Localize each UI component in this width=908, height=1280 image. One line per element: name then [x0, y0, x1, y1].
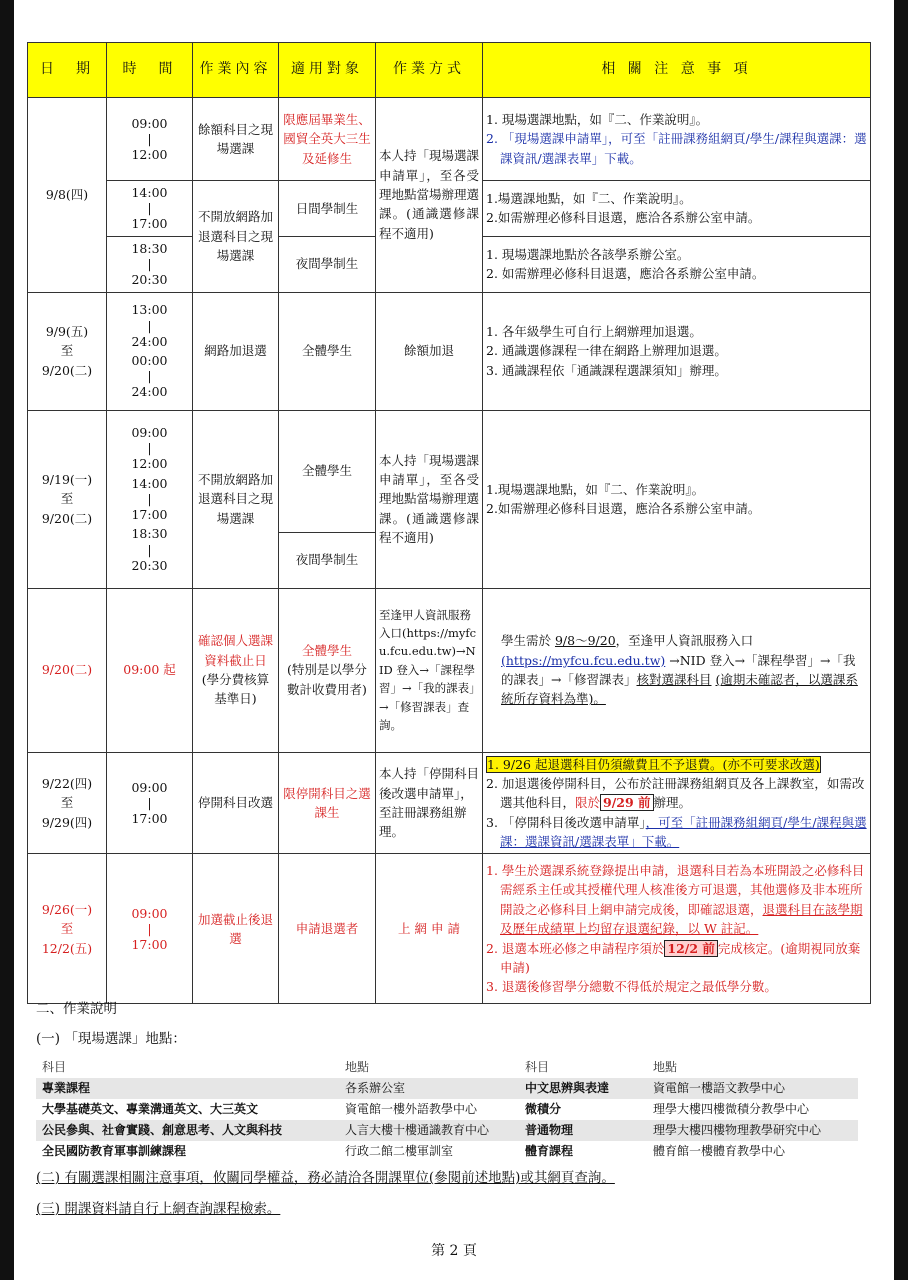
table-row [28, 752, 871, 854]
table-row [28, 292, 871, 410]
loc-subject: 大學基礎英文、專業溝通英文、大三英文 [42, 1102, 259, 1116]
notes-cell: 學生需於 9/8～9/20，至逢甲人資訊服務入口 (https://myfcu.fcu.edu.tw) →NID 登入→「課程學習」→「我的課表」→「修習課表」核對選課科目 (逾期未確認者，以選課系統所存資料為準)。 [483, 588, 871, 752]
date-cell: 9/8(四) [28, 98, 107, 293]
content-cell: 加選截止後退選 [193, 854, 279, 1004]
table-row [28, 588, 871, 752]
date-cell: 9/26(一) 至 12/2(五) [28, 854, 107, 1004]
target-cell: 日間學制生 [279, 181, 376, 237]
content-cell: 確認個人選課資料截止日 (學分費核算基準日) [193, 588, 279, 752]
notes-cell: 1. 現場選課地點於各該學系辦公室。 2. 如需辦理必修科目退選，應洽各系辦公室申請。 [483, 236, 871, 292]
date-cell: 9/19(一) 至 9/20(二) [28, 410, 107, 588]
loc-place: 體育館一樓體育教學中心 [653, 1144, 786, 1158]
loc-header-subject: 科目 [42, 1060, 67, 1074]
date-cell: 9/22(四) 至 9/29(四) [28, 752, 107, 854]
loc-place: 行政二館二樓軍訓室 [345, 1144, 454, 1158]
target-cell: 申請退選者 [279, 854, 376, 1004]
loc-subject: 普通物理 [519, 1120, 647, 1141]
time-cell: 14:00 | 17:00 [107, 181, 193, 237]
section-2-1-title: (一) 「現場選課」地點： [36, 1031, 186, 1047]
loc-header-subject: 科目 [525, 1060, 550, 1074]
method-cell: 本人持「停開科目後改選申請單」，至註冊課務組辦理。 [376, 752, 483, 854]
location-row [36, 1078, 858, 1099]
location-table [36, 1057, 858, 1162]
date-cell: 9/9(五) 至 9/20(二) [28, 292, 107, 410]
notes-cell: 1. 9/26 起退選科目仍須繳費且不予退費。(亦不可要求改選) 2. 加退選後停開科目，公布於註冊課務組網頁及各上課教室，如需改選其他科目，限於 9/29 前 辦理。 3. 「停開科目後改選申請單」，可至「註冊課務組網頁/學生/課程與選課：選課資訊/選課表單」下載。 [483, 752, 871, 854]
table-row [28, 98, 871, 181]
content-cell: 不開放網路加退選科目之現場選課 [193, 181, 279, 293]
section-2-title: 二、作業說明 [36, 1001, 117, 1017]
loc-place: 各系辦公室 [339, 1078, 519, 1099]
date-cell: 9/20(二) [28, 588, 107, 752]
location-header-row [36, 1057, 858, 1078]
section-2-3-text: (三) 開課資料請自行上網查詢課程檢索。 [36, 1201, 281, 1217]
notes-cell: 1. 各年級學生可自行上網辦理加退選。 2. 通識選修課程一律在網路上辦理加退選。 3. 通識課程依「通識課程選課須知」辦理。 [483, 292, 871, 410]
section-2-2-text: (二) 有關選課相關注意事項，攸關同學權益，務必請洽各開課單位(參閱前述地點)或其網頁查詢。 [36, 1170, 615, 1186]
method-cell: 上 網 申 請 [376, 854, 483, 1004]
time-cell: 09:00 起 [107, 588, 193, 752]
method-cell: 至逢甲人資訊服務入口(https://myfcu.fcu.edu.tw)→NID 登入→「課程學習」→「我的課表」→「修習課表」查詢。 [376, 588, 483, 752]
target-cell: 夜間學制生 [279, 532, 376, 588]
loc-header-place: 地點 [345, 1060, 370, 1074]
loc-subject: 體育課程 [525, 1144, 574, 1158]
header-time: 時 間 [107, 43, 193, 98]
time-cell: 09:00 | 17:00 [107, 752, 193, 854]
loc-place: 資電館一樓外語教學中心 [345, 1102, 478, 1116]
page-number: 第 2 頁 [431, 1243, 477, 1259]
target-cell: 限應屆畢業生、國貿全英大三生及延修生 [279, 98, 376, 181]
loc-subject: 全民國防教育軍事訓練課程 [42, 1144, 187, 1158]
table-row [28, 410, 871, 532]
method-cell: 本人持「現場選課申請單」，至各受理地點當場辦理選課。(通識選修課程不適用) [376, 410, 483, 588]
schedule-table [27, 42, 871, 1004]
target-cell: 全體學生 [279, 292, 376, 410]
content-cell: 餘額科目之現場選課 [193, 98, 279, 181]
target-cell: 限停開科目之選課生 [279, 752, 376, 854]
table-row [28, 854, 871, 1004]
method-cell: 餘額加退 [376, 292, 483, 410]
target-cell: 全體學生 [279, 410, 376, 532]
content-cell: 不開放網路加退選科目之現場選課 [193, 410, 279, 588]
header-target: 適用對象 [279, 43, 376, 98]
loc-subject: 中文思辨與表達 [519, 1078, 647, 1099]
time-cell: 09:00 | 17:00 [107, 854, 193, 1004]
content-cell: 停開科目改選 [193, 752, 279, 854]
loc-place: 人言大樓十樓通識教育中心 [339, 1120, 519, 1141]
loc-place: 理學大樓四樓物理教學研究中心 [647, 1120, 858, 1141]
time-cell: 09:00 | 12:00 14:00 | 17:00 18:30 | 20:30 [107, 410, 193, 588]
target-cell: 全體學生 (特別是以學分數計收費用者) [279, 588, 376, 752]
time-cell: 18:30 | 20:30 [107, 236, 193, 292]
location-row [36, 1099, 858, 1120]
notes-cell: 1. 現場選課地點，如『二、作業說明』。 2. 「現場選課申請單」，可至「註冊課務組網頁/學生/課程與選課：選課資訊/選課表單」下載。 [483, 98, 871, 181]
loc-place: 理學大樓四樓微積分教學中心 [653, 1102, 810, 1116]
loc-subject: 專業課程 [36, 1078, 339, 1099]
method-cell: 本人持「現場選課申請單」，至各受理地點當場辦理選課。(通識選修課程不適用) [376, 98, 483, 293]
target-cell: 夜間學制生 [279, 236, 376, 292]
content-cell: 網路加退選 [193, 292, 279, 410]
loc-subject: 公民參與、社會實踐、創意思考、人文與科技 [36, 1120, 339, 1141]
loc-place: 資電館一樓語文教學中心 [647, 1078, 858, 1099]
location-row [36, 1141, 858, 1162]
notes-cell: 1.現場選課地點，如『二、作業說明』。 2.如需辦理必修科目退選，應洽各系辦公室申請。 [483, 410, 871, 588]
time-cell: 09:00 | 12:00 [107, 98, 193, 181]
notes-cell: 1.場選課地點，如『二、作業說明』。 2.如需辦理必修科目退選，應洽各系辦公室申請。 [483, 181, 871, 237]
header-content: 作業內容 [193, 43, 279, 98]
location-row [36, 1120, 858, 1141]
header-method: 作業方式 [376, 43, 483, 98]
loc-subject: 微積分 [525, 1102, 562, 1116]
loc-header-place: 地點 [653, 1060, 678, 1074]
header-notes: 相 關 注 意 事 項 [483, 43, 871, 98]
table-header-row [28, 43, 871, 98]
notes-cell: 1. 學生於選課系統登錄提出申請，退選科目若為本班開設之必修科目需經系主任或其授權代理人核准後方可退選，其他選修及非本班所開設之必修科目上網申請完成後，即確認退選，退選科目在該學期及歷年成績單上均留存退選紀錄，以 W 註記。 2. 退選本班必修之申請程序須於 12/2 前 完成核定。(逾期視同放棄申請) 3. 退選後修習學分總數不得低於規定之最低學分數。 [483, 854, 871, 1004]
time-cell: 13:00 | 24:00 00:00 | 24:00 [107, 292, 193, 410]
header-date: 日 期 [28, 43, 107, 98]
